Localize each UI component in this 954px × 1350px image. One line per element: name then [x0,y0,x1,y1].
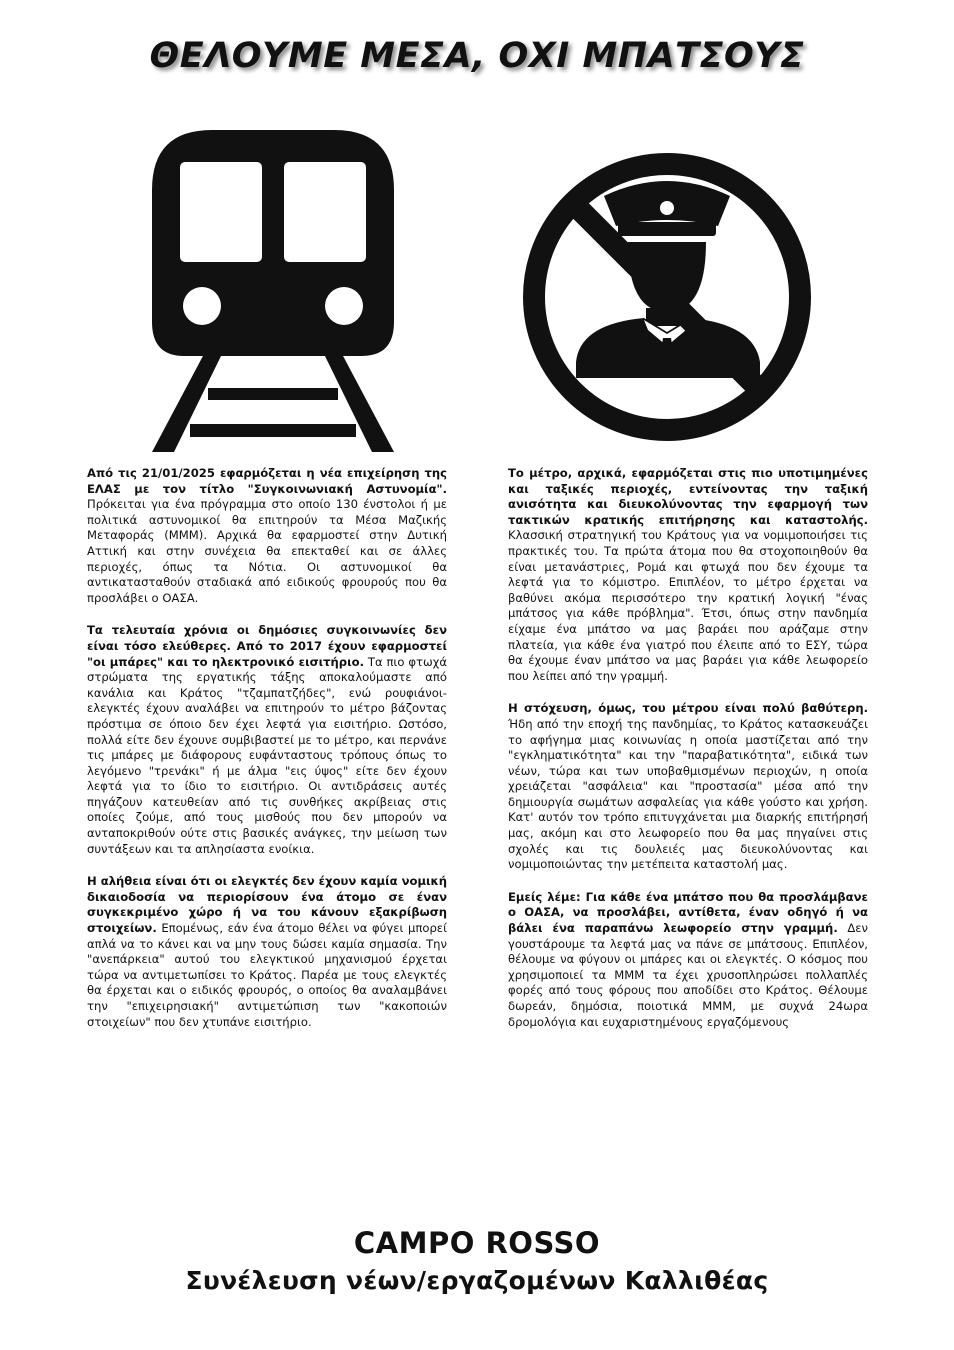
train-sleeper [190,424,356,437]
left-column [87,466,447,1047]
train-headlight-right [325,287,363,325]
group-subtitle: Συνέλευση νέων/εργαζομένων Καλλιθέας [185,1266,769,1295]
page-title: ΘΕΛΟΥΜΕ ΜΕΣΑ, ΟΧΙ ΜΠΑΤΣΟΥΣ [149,36,805,76]
paragraph-body: Τα πιο φτωχά στρώματα της εργατικής τάξης αποκαλούμαστε από κανάλια και Κράτος "τζαμπατζήδες", ενώ ρουφιάνοι-ελεγκτές έχουν αναλάβει να επιτηρούν το μέτρο βάζοντας πρόστιμα σε όποιο δεν έχει λεφτά για εισιτήριο. Ωστόσο, πολλά είτε δεν έχουνε συμβιβαστεί με το μέτρο, και περνάνε τις μπάρες με διάφορους ευφάνταστους τρόπους όπως το λεγόμενο "τρενάκι" ή με άλμα "εις ύψος" είτε δεν έχουν λεφτά για το ίδιο το εισιτήριο. Οι αντιδράσεις αυτές πηγάζουν κατευθείαν από τις συνθήκες ακρίβειας στις οποίες ζούμε, από τους μισθούς που δεν μπορούν να ανταποκριθούν ούτε στις βασικές ανάγκες, την μείωση των συντάξεων και τα απλησίαστα ενοίκια. [87,654,447,856]
train-headlight-left [183,287,221,325]
train-icon [152,130,394,452]
paragraph-lead: Η στόχευση, όμως, του μέτρου είναι πολύ βαθύτερη. [508,701,868,716]
train-window-left [180,162,262,262]
paragraph-lead: Τα τελευταία χρόνια οι δημόσιες συγκοινωνίες δεν είναι τόσο ελεύθερες. Από το 2017 έχουν εφαρμοστεί "οι μπάρες" και το ηλεκτρονικό εισιτήριο. [87,623,447,669]
paragraph [508,890,868,1030]
paragraph [87,623,447,857]
paragraph [508,701,868,873]
paragraph-lead: Η αλήθεια είναι ότι οι ελεγκτές δεν έχουν καμία νομική δικαιοδοσία να περιορίσουν ένα άτομο σε έναν συγκεκριμένο χώρο ή να του κάνουν εξακρίβωση στοιχείων. [87,874,447,936]
paragraph-body: Κλασσική στρατηγική του Κράτους για να νομιμοποιήσει τις πρακτικές του. Τα πρώτα άτομα που θα στοχοποιηθούν θα είναι μετανάστριες, Ρομά και φτωχά που δεν έχουμε τα λεφτά για το κόμιστρο. Επιπλέον, το μέτρο έρχεται να βαθύνει ακόμα περισσότερο την κρατική λογική "ένας μπάτσος για κάθε πρόβλημα". Έτσι, όπως στην πανδημία είχαμε ένα μπάτσο να μας βαράει που αράζαμε στην πλατεία, για κάθε ένα γιατρό που έλειπε από το ΕΣΥ, τώρα θα έχουμε έναν μπάτσο να μας βαράει για κάθε λεωφορείο που λείπει από την γραμμή. [508,528,868,683]
paragraph [87,466,447,606]
paragraph [87,874,447,1030]
paragraph-body: Επομένως, εάν ένα άτομο θέλει να φύγει μπορεί απλά να το κάνει και να μην τους δώσει καμία σημασία. Την "ανεπάρκεια" αυτού του ελεγκτικού μηχανισμού έρχεται τώρα να αντιμετωπίσει το Κράτος. Παρέα με τους ελεγκτές θα έρχεται και ο ειδικός φρουρός, ο οποίος θα αναλαμβάνει την "επιχειρησιακή" αντιμετώπιση των "κακοποιών στοιχείων" που δεν χτυπάνε εισιτήριο. [87,921,447,1029]
paragraph-body: Δεν γουστάρουμε τα λεφτά μας να πάνε σε μπάτσους. Επιπλέον, θέλουμε να φύγουν οι μπάρες και οι ελεγκτές. Ο κόσμος που χρησιμοποιεί τα ΜΜΜ τα έχει χρυσοπληρώσει πολλαπλές φορές από τους φόρους που αποδίδει στο Κράτος. Θέλουμε δωρεάν, δημόσια, ποιοτικά ΜΜΜ, με συχνά 24ωρα δρομολόγια και ευχαριστημένους εργαζόμενους [508,921,869,1029]
paragraph-lead: Το μέτρο, αρχικά, εφαρμόζεται στις πιο υποτιμημένες και ταξικές περιοχές, εντείνοντας την ταξική ανισότητα και διευκολύνοντας την εφαρμογή των τακτικών κρατικής επιτήρησης και καταστολής. [508,466,868,527]
no-police-icon [522,152,812,442]
paragraph-lead: Από τις 21/01/2025 εφαρμόζεται η νέα επιχείρηση της ΕΛΑΣ με τον τίτλο "Συγκοινωνιακή Αστυνομία". [87,466,447,496]
paragraph-lead: Εμείς λέμε: Για κάθε ένα μπάτσο που θα προσλάμβανε ο ΟΑΣΑ, να προσλάβει, αντίθετα, έναν οδηγό ή να βάλει ένα παραπάνω λεωφορείο στην γραμμή. [508,889,868,936]
paragraph-body: Ήδη από την εποχή της πανδημίας, το Κράτος κατασκευάζει το αφήγημα μιας κοινωνίας η οποία μαστίζεται από την "εγκληματικότητα" και την "παραβατικότητα", ειδικά των νέων, τώρα και των υποβαθμισμένων περιοχών, η οποία χρειάζεται "ασφάλεια" και "προστασία" μέσα από την δημιουργία σωμάτων ασφαλείας για κάθε γούστο και χρήση. Κατ' αυτόν τον τρόπο επιτυγχάνεται μια διαρκής επιτήρησή μας, ακόμη και στο λεωφορείο που θα μας πηγαίνει στις σχολές και τις δουλειές μας διευκολύνοντας και νομιμοποιώντας την μετέπειτα καταστολή μας. [508,716,868,872]
train-rails [152,354,394,452]
right-column [508,466,868,1047]
group-name: CAMPO ROSSO [353,1226,601,1260]
train-window-right [284,162,366,262]
paragraph-body: Πρόκειται για ένα πρόγραμμα στο οποίο 130 ένστολοι ή με πολιτικά αστυνομικοί θα επιτηρούν τα Μέσα Μαζικής Μεταφοράς (ΜΜΜ). Αρχικά θα εφαρμοστεί στην Δυτική Αττική και στην συνέχεια θα επεκταθεί και σε άλλες περιοχές, όπως τα Νότια. Οι αστυνομικοί θα αντικατασταθούν σταδιακά από ειδικούς φρουρούς που θα προσλάβει ο ΟΑΣΑ. [87,497,447,605]
train-sleeper [208,388,338,400]
paragraph [508,466,868,684]
